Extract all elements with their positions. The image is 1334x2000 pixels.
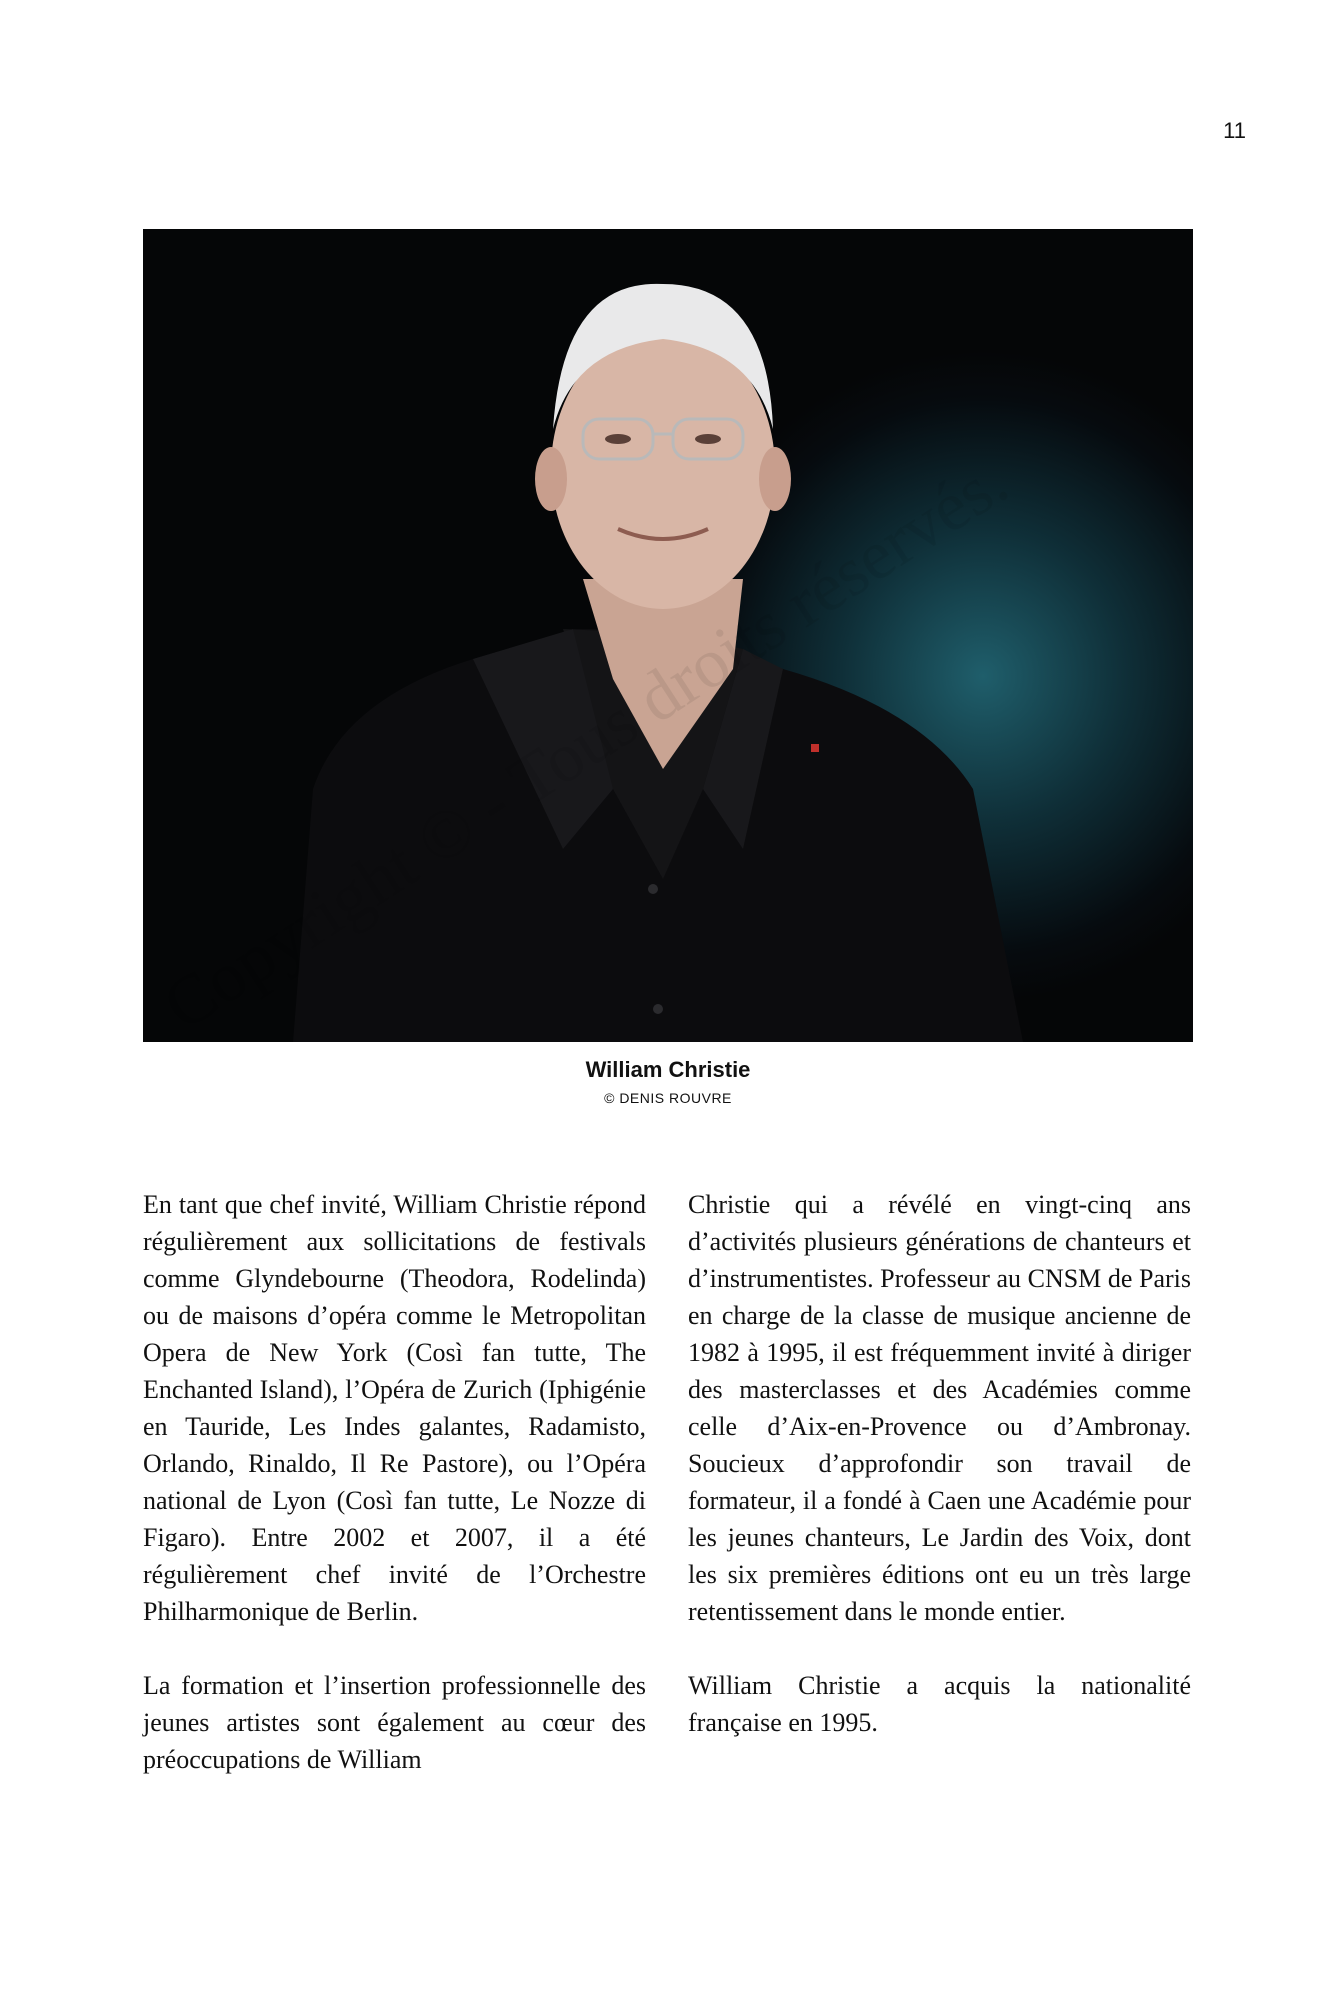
paragraph: La formation et l’insertion professionnelle des jeunes artistes sont également au cœur des préoccupations de William (143, 1671, 646, 1774)
paragraph: En tant que chef invité, William Christie répond régulièrement aux sollicitations de festivals comme Glyndebourne (Theodora, Rodelinda) ou de maisons d’opéra comme le Metropolitan Opera de New York (Così fan tutte, The Enchanted Island), l’Opéra de Zurich (Iphigénie en Tauride, Les Indes galantes, Radamisto, Orlando, Rinaldo, Il Re Pastore), ou l’Opéra national de Lyon (Così fan tutte, Le Nozze di Figaro). Entre 2002 et 2007, il a été régulièrement chef invité de l’Orchestre Philharmonique de Berlin. (143, 1190, 646, 1626)
caption-name: William Christie (585, 1057, 751, 1082)
paragraph: Christie qui a révélé en vingt-cinq ans d’activités plusieurs générations de chanteurs et d’instrumentistes. Professeur au CNSM de Paris en charge de la classe de musique ancienne de 1982 à 1995, il est fréquemment invité à diriger des masterclasses et des Académies comme celle d’Aix-en-Provence ou d’Ambronay. Soucieux d’approfondir son travail de formateur, il a fondé à Caen une Académie pour les jeunes chanteurs, Le Jardin des Voix, dont les six premières éditions ont eu un très large retentissement dans le monde entier. (688, 1190, 1191, 1626)
photo-credit: © DENIS ROUVRE (604, 1090, 732, 1106)
portrait-illustration (143, 229, 1193, 1042)
paragraph: William Christie a acquis la nationalité française en 1995. (688, 1671, 1191, 1737)
left-text-column (143, 1186, 646, 1815)
page-number: 11 (1223, 118, 1246, 143)
portrait-photo (143, 229, 1193, 1042)
right-text-column (688, 1186, 1191, 1778)
